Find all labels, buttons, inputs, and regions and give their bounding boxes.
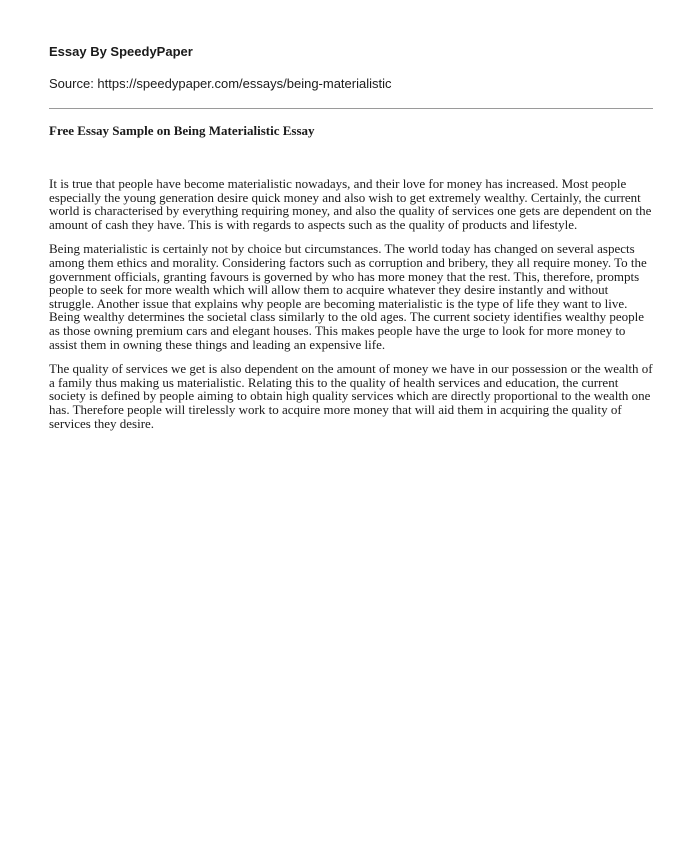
essay-paragraph: Being materialistic is certainly not by choice but circumstances. The world today has changed on several aspects among them ethics and morality. Considering factors such as corruption and bribery, they all require money. To the government officials, granting favours is governed by who has more money that the rest. This, therefore, prompts people to seek for more wealth which will allow them to acquire whatever they desire instantly and without struggle. Another issue that explains why people are becoming materialistic is the type of life they want to live. Being wealthy determines the societal class similarly to the old ages. The current society identifies wealthy people as those owning premium cars and elegant houses. This makes people have the urge to look for more money to assist them in owning these things and leading an expensive life. [49,241,647,352]
essay-paragraph: The quality of services we get is also dependent on the amount of money we have in our possession or the wealth of a family thus making us materialistic. Relating this to the quality of health services and education, the current society is defined by people aiming to obtain high quality services which are directly proportional to the wealth one has. Therefore people will tirelessly work to acquire more money that will aid them in acquiring the quality of services they desire. [49,361,653,431]
essay-heading: Free Essay Sample on Being Materialistic Essay [49,123,315,138]
essay-paragraph: It is true that people have become materialistic nowadays, and their love for money has increased. Most people especially the young generation desire quick money and also wish to get extremely wealthy. Certainly, the current world is characterised by everything requiring money, and also the quality of services one gets are dependent on the amount of cash they have. This is with regards to aspects such as the quality of products and lifestyle. [49,176,652,232]
document-title: Essay By SpeedyPaper [49,44,193,59]
header-divider [49,108,653,109]
source-line: Source: https://speedypaper.com/essays/being-materialistic [49,76,392,91]
essay-body [49,177,653,430]
